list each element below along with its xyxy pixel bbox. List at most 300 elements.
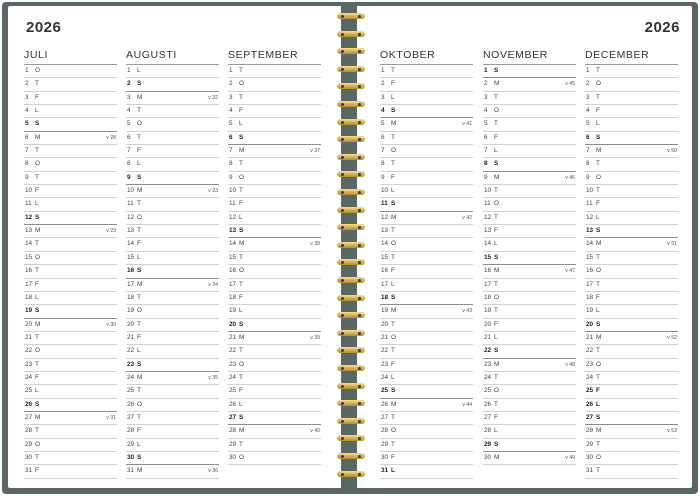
weekday-letter: L [391, 280, 395, 288]
day-row[interactable] [126, 185, 219, 198]
day-number: 6 [381, 133, 385, 141]
day-row[interactable] [380, 425, 473, 438]
day-number: 18 [484, 293, 492, 301]
weekday-letter: T [596, 347, 600, 355]
day-row[interactable] [24, 172, 117, 185]
day-row[interactable] [24, 238, 117, 251]
day-row[interactable] [483, 158, 576, 171]
weekday-letter: O [239, 173, 244, 181]
day-row[interactable] [380, 92, 473, 105]
day-row[interactable] [126, 265, 219, 278]
weekday-letter: M [494, 173, 500, 181]
weekday-letter: T [35, 427, 39, 435]
day-number: 24 [25, 373, 33, 381]
day-row[interactable] [483, 265, 576, 278]
weekday-letter: M [494, 453, 500, 461]
day-row[interactable] [483, 185, 576, 198]
day-row[interactable] [483, 412, 576, 425]
weekday-letter: T [391, 253, 395, 261]
weekday-letter: L [391, 187, 395, 195]
day-row[interactable] [228, 399, 321, 412]
day-row[interactable] [24, 425, 117, 438]
day-number: 1 [484, 67, 488, 74]
day-number: 9 [484, 173, 488, 181]
day-row[interactable] [24, 265, 117, 278]
day-row[interactable] [24, 279, 117, 292]
day-number: 1 [229, 67, 233, 74]
day-row[interactable] [380, 252, 473, 265]
day-row[interactable] [228, 265, 321, 278]
day-row[interactable] [380, 225, 473, 238]
day-row[interactable] [228, 225, 321, 238]
day-row[interactable] [380, 332, 473, 345]
day-row[interactable] [380, 412, 473, 425]
day-row[interactable] [126, 305, 219, 318]
day-number: 10 [484, 187, 492, 195]
day-row[interactable] [380, 319, 473, 332]
weekday-letter: T [137, 320, 141, 328]
day-row[interactable] [483, 118, 576, 131]
week-number: v 29 [106, 228, 116, 235]
weekday-letter: L [494, 333, 498, 341]
weekday-letter: L [596, 307, 600, 315]
day-row[interactable] [228, 132, 321, 145]
day-row[interactable] [228, 332, 321, 345]
day-row[interactable] [585, 118, 678, 131]
day-row[interactable] [585, 132, 678, 145]
day-number: 18 [127, 293, 135, 301]
spiral-ring [336, 382, 366, 390]
day-row[interactable] [585, 425, 678, 438]
day-row[interactable] [380, 279, 473, 292]
day-number: 25 [484, 387, 492, 395]
day-row[interactable] [228, 105, 321, 118]
day-row[interactable] [380, 439, 473, 452]
day-row[interactable] [24, 372, 117, 385]
weekday-letter: T [239, 373, 243, 381]
spiral-ring [336, 82, 366, 90]
weekday-letter: O [137, 120, 142, 128]
day-row[interactable] [483, 252, 576, 265]
day-row[interactable] [483, 65, 576, 78]
day-number: 30 [484, 453, 492, 461]
day-row[interactable] [585, 372, 678, 385]
weekday-letter: O [494, 200, 499, 208]
day-row[interactable] [126, 412, 219, 425]
day-row[interactable] [126, 319, 219, 332]
weekday-letter: T [239, 280, 243, 288]
day-row[interactable] [585, 465, 678, 478]
day-row[interactable] [380, 399, 473, 412]
day-number: 2 [25, 80, 29, 88]
weekday-letter: S [596, 413, 601, 421]
day-number: 3 [484, 93, 488, 101]
day-row[interactable] [228, 172, 321, 185]
day-row[interactable] [228, 252, 321, 265]
weekday-letter: S [239, 227, 244, 235]
spiral-ring [336, 223, 366, 231]
day-row[interactable] [126, 238, 219, 251]
weekday-letter: F [239, 387, 243, 395]
day-row[interactable] [380, 238, 473, 251]
day-row[interactable] [483, 305, 576, 318]
day-row[interactable] [126, 359, 219, 372]
year-label-left: 2026 [26, 19, 62, 36]
spiral-ring [336, 276, 366, 284]
day-row[interactable] [24, 305, 117, 318]
day-row[interactable] [483, 345, 576, 358]
day-row[interactable] [380, 359, 473, 372]
day-number: 2 [586, 80, 590, 88]
day-row[interactable] [585, 359, 678, 372]
day-row[interactable] [483, 425, 576, 438]
spiral-ring [336, 241, 366, 249]
day-row[interactable] [585, 238, 678, 251]
day-row[interactable] [228, 385, 321, 398]
day-row[interactable] [126, 332, 219, 345]
day-row[interactable] [585, 225, 678, 238]
day-row[interactable] [126, 372, 219, 385]
day-row[interactable] [24, 132, 117, 145]
weekday-letter: F [35, 187, 39, 195]
day-row[interactable] [24, 92, 117, 105]
weekday-letter: L [35, 107, 39, 115]
day-number: 11 [127, 200, 134, 208]
day-row[interactable] [228, 452, 321, 465]
day-row[interactable] [24, 345, 117, 358]
day-row[interactable] [126, 92, 219, 105]
day-row[interactable] [483, 238, 576, 251]
day-row[interactable] [380, 158, 473, 171]
weekday-letter: O [137, 213, 142, 221]
day-row[interactable] [24, 158, 117, 171]
day-number: 26 [484, 400, 492, 408]
weekday-letter: O [494, 387, 499, 395]
day-row[interactable] [126, 439, 219, 452]
day-row[interactable] [483, 279, 576, 292]
day-row[interactable] [24, 185, 117, 198]
day-number: 16 [127, 267, 135, 275]
day-row[interactable] [380, 345, 473, 358]
day-row[interactable] [483, 372, 576, 385]
day-row[interactable] [380, 78, 473, 91]
day-row[interactable] [585, 305, 678, 318]
day-number: 27 [25, 413, 33, 421]
day-row[interactable] [380, 212, 473, 225]
weekday-letter: F [596, 107, 600, 115]
weekday-letter: S [494, 347, 499, 355]
day-row[interactable] [483, 78, 576, 91]
weekday-letter: L [391, 373, 395, 381]
day-row[interactable] [24, 105, 117, 118]
day-row[interactable] [126, 212, 219, 225]
day-row[interactable] [483, 319, 576, 332]
day-number: 5 [484, 120, 488, 128]
day-row[interactable] [126, 78, 219, 91]
day-number: 4 [484, 107, 488, 115]
week-number: v 49 [565, 454, 575, 461]
day-row[interactable] [126, 105, 219, 118]
day-row[interactable] [228, 372, 321, 385]
day-row[interactable] [483, 292, 576, 305]
day-row[interactable] [585, 452, 678, 465]
week-number: v 38 [310, 241, 320, 248]
weekday-letter: T [239, 160, 243, 168]
day-row[interactable] [126, 198, 219, 211]
day-row[interactable] [126, 118, 219, 131]
day-row[interactable] [24, 78, 117, 91]
day-number: 6 [25, 133, 29, 141]
day-row[interactable] [228, 92, 321, 105]
day-number: 25 [127, 387, 135, 395]
day-row[interactable] [380, 145, 473, 158]
day-number: 10 [229, 187, 237, 195]
day-number: 16 [25, 267, 33, 275]
day-row[interactable] [228, 345, 321, 358]
day-row[interactable] [24, 332, 117, 345]
day-row[interactable] [585, 212, 678, 225]
month-name: JULI [24, 46, 117, 65]
day-row[interactable] [228, 118, 321, 131]
weekday-letter: M [391, 213, 397, 221]
day-row[interactable] [228, 212, 321, 225]
day-row[interactable] [585, 158, 678, 171]
weekday-letter: T [596, 160, 600, 168]
weekday-letter: T [391, 160, 395, 168]
day-row[interactable] [380, 465, 473, 478]
day-number: 11 [586, 200, 593, 208]
day-row[interactable] [24, 439, 117, 452]
day-row[interactable] [24, 465, 117, 478]
day-row[interactable] [24, 252, 117, 265]
weekday-letter: O [137, 400, 142, 408]
day-row[interactable] [228, 198, 321, 211]
day-row[interactable] [483, 92, 576, 105]
day-number: 26 [381, 400, 389, 408]
day-row[interactable] [483, 439, 576, 452]
day-number: 11 [229, 200, 236, 208]
day-row[interactable] [585, 279, 678, 292]
day-row[interactable] [24, 292, 117, 305]
day-number: 7 [229, 147, 233, 155]
spiral-ring [336, 329, 366, 337]
day-row[interactable] [24, 198, 117, 211]
weekday-letter: F [391, 360, 395, 368]
day-row[interactable] [483, 145, 576, 158]
weekday-letter: L [596, 400, 600, 408]
day-row[interactable] [126, 252, 219, 265]
day-row[interactable] [380, 292, 473, 305]
weekday-letter: T [35, 240, 39, 248]
day-row[interactable] [585, 265, 678, 278]
day-row[interactable] [228, 292, 321, 305]
day-row[interactable] [380, 198, 473, 211]
day-number: 4 [25, 107, 29, 115]
day-row[interactable] [24, 399, 117, 412]
year-label-right: 2026 [644, 19, 680, 36]
day-row[interactable] [228, 279, 321, 292]
week-number: v 45 [565, 81, 575, 88]
day-number: 1 [586, 67, 590, 74]
day-row[interactable] [585, 92, 678, 105]
weekday-letter: T [494, 93, 498, 101]
weekday-letter: O [239, 360, 244, 368]
day-number: 29 [229, 440, 237, 448]
day-row[interactable] [380, 172, 473, 185]
day-row[interactable] [483, 359, 576, 372]
weekday-letter: S [137, 267, 142, 275]
day-row[interactable] [126, 425, 219, 438]
day-row[interactable] [483, 132, 576, 145]
day-row[interactable] [380, 105, 473, 118]
day-row[interactable] [585, 172, 678, 185]
day-row[interactable] [380, 305, 473, 318]
day-row[interactable] [126, 279, 219, 292]
weekday-letter: L [35, 387, 39, 395]
day-row[interactable] [483, 212, 576, 225]
day-row[interactable] [228, 158, 321, 171]
weekday-letter: T [391, 133, 395, 141]
weekday-letter: O [391, 427, 396, 435]
day-number: 9 [229, 173, 233, 181]
day-row[interactable] [24, 118, 117, 131]
weekday-letter: M [35, 133, 41, 141]
day-row[interactable] [380, 452, 473, 465]
day-row[interactable] [228, 319, 321, 332]
day-row[interactable] [24, 225, 117, 238]
day-row[interactable] [228, 145, 321, 158]
day-number: 13 [229, 227, 237, 235]
day-row[interactable] [585, 385, 678, 398]
day-row[interactable] [126, 385, 219, 398]
day-row[interactable] [585, 345, 678, 358]
day-number: 29 [586, 440, 594, 448]
day-row[interactable] [585, 105, 678, 118]
day-row[interactable] [24, 212, 117, 225]
weekday-letter: F [391, 80, 395, 88]
day-row[interactable] [228, 65, 321, 78]
day-number: 20 [381, 320, 389, 328]
day-number: 5 [381, 120, 385, 128]
day-row[interactable] [585, 319, 678, 332]
day-row[interactable] [380, 372, 473, 385]
weekday-letter: S [494, 67, 499, 74]
day-row[interactable] [483, 198, 576, 211]
day-row[interactable] [483, 399, 576, 412]
day-row[interactable] [24, 385, 117, 398]
day-row[interactable] [585, 399, 678, 412]
day-row[interactable] [483, 225, 576, 238]
day-row[interactable] [380, 65, 473, 78]
day-row[interactable] [126, 158, 219, 171]
weekday-letter: F [391, 267, 395, 275]
day-row[interactable] [126, 292, 219, 305]
day-row[interactable] [380, 185, 473, 198]
weekday-letter: S [35, 213, 40, 221]
day-row[interactable] [585, 439, 678, 452]
day-row[interactable] [483, 105, 576, 118]
day-row[interactable] [483, 172, 576, 185]
day-row[interactable] [24, 319, 117, 332]
day-row[interactable] [126, 452, 219, 465]
day-number: 19 [127, 307, 135, 315]
day-row[interactable] [126, 65, 219, 78]
weekday-letter: T [35, 267, 39, 275]
day-row[interactable] [380, 132, 473, 145]
day-row[interactable] [228, 238, 321, 251]
spiral-ring [336, 12, 366, 20]
day-row[interactable] [483, 385, 576, 398]
weekday-letter: F [391, 453, 395, 461]
day-row[interactable] [228, 425, 321, 438]
day-row[interactable] [24, 452, 117, 465]
day-row[interactable] [483, 332, 576, 345]
day-row[interactable] [585, 252, 678, 265]
day-number: 2 [229, 80, 233, 88]
spiral-ring [336, 170, 366, 178]
day-row[interactable] [228, 439, 321, 452]
day-row[interactable] [228, 305, 321, 318]
day-number: 14 [484, 240, 492, 248]
day-number: 15 [25, 253, 33, 261]
weekday-letter: M [596, 240, 602, 248]
day-row[interactable] [380, 265, 473, 278]
day-row[interactable] [483, 452, 576, 465]
day-number: 22 [127, 347, 135, 355]
day-row[interactable] [585, 65, 678, 78]
day-row[interactable] [380, 118, 473, 131]
day-number: 4 [127, 107, 131, 115]
day-row[interactable] [228, 78, 321, 91]
weekday-letter: T [391, 67, 395, 74]
day-row[interactable] [24, 412, 117, 425]
day-row[interactable] [126, 172, 219, 185]
day-row[interactable] [585, 78, 678, 91]
weekday-letter: T [596, 253, 600, 261]
weekday-letter: M [239, 147, 245, 155]
day-number: 13 [586, 227, 594, 235]
day-number: 17 [229, 280, 237, 288]
day-row[interactable] [126, 399, 219, 412]
day-row[interactable] [126, 345, 219, 358]
week-number: v 30 [106, 321, 116, 328]
day-row[interactable] [585, 198, 678, 211]
day-row[interactable] [585, 412, 678, 425]
weekday-letter: S [137, 173, 142, 181]
day-row[interactable] [126, 225, 219, 238]
day-row[interactable] [24, 145, 117, 158]
day-row[interactable] [126, 465, 219, 478]
day-row[interactable] [585, 292, 678, 305]
day-row[interactable] [126, 132, 219, 145]
weekday-letter: F [494, 227, 498, 235]
spiral-ring [336, 153, 366, 161]
day-number: 24 [586, 373, 594, 381]
day-row[interactable] [585, 145, 678, 158]
day-row[interactable] [380, 385, 473, 398]
weekday-letter: L [596, 213, 600, 221]
day-row[interactable] [126, 145, 219, 158]
day-number: 1 [25, 67, 29, 74]
weekday-letter: L [137, 160, 141, 168]
day-row[interactable] [228, 185, 321, 198]
day-row[interactable] [24, 65, 117, 78]
day-row[interactable] [585, 332, 678, 345]
day-row[interactable] [228, 412, 321, 425]
day-row[interactable] [24, 359, 117, 372]
day-row[interactable] [585, 185, 678, 198]
day-row[interactable] [228, 359, 321, 372]
